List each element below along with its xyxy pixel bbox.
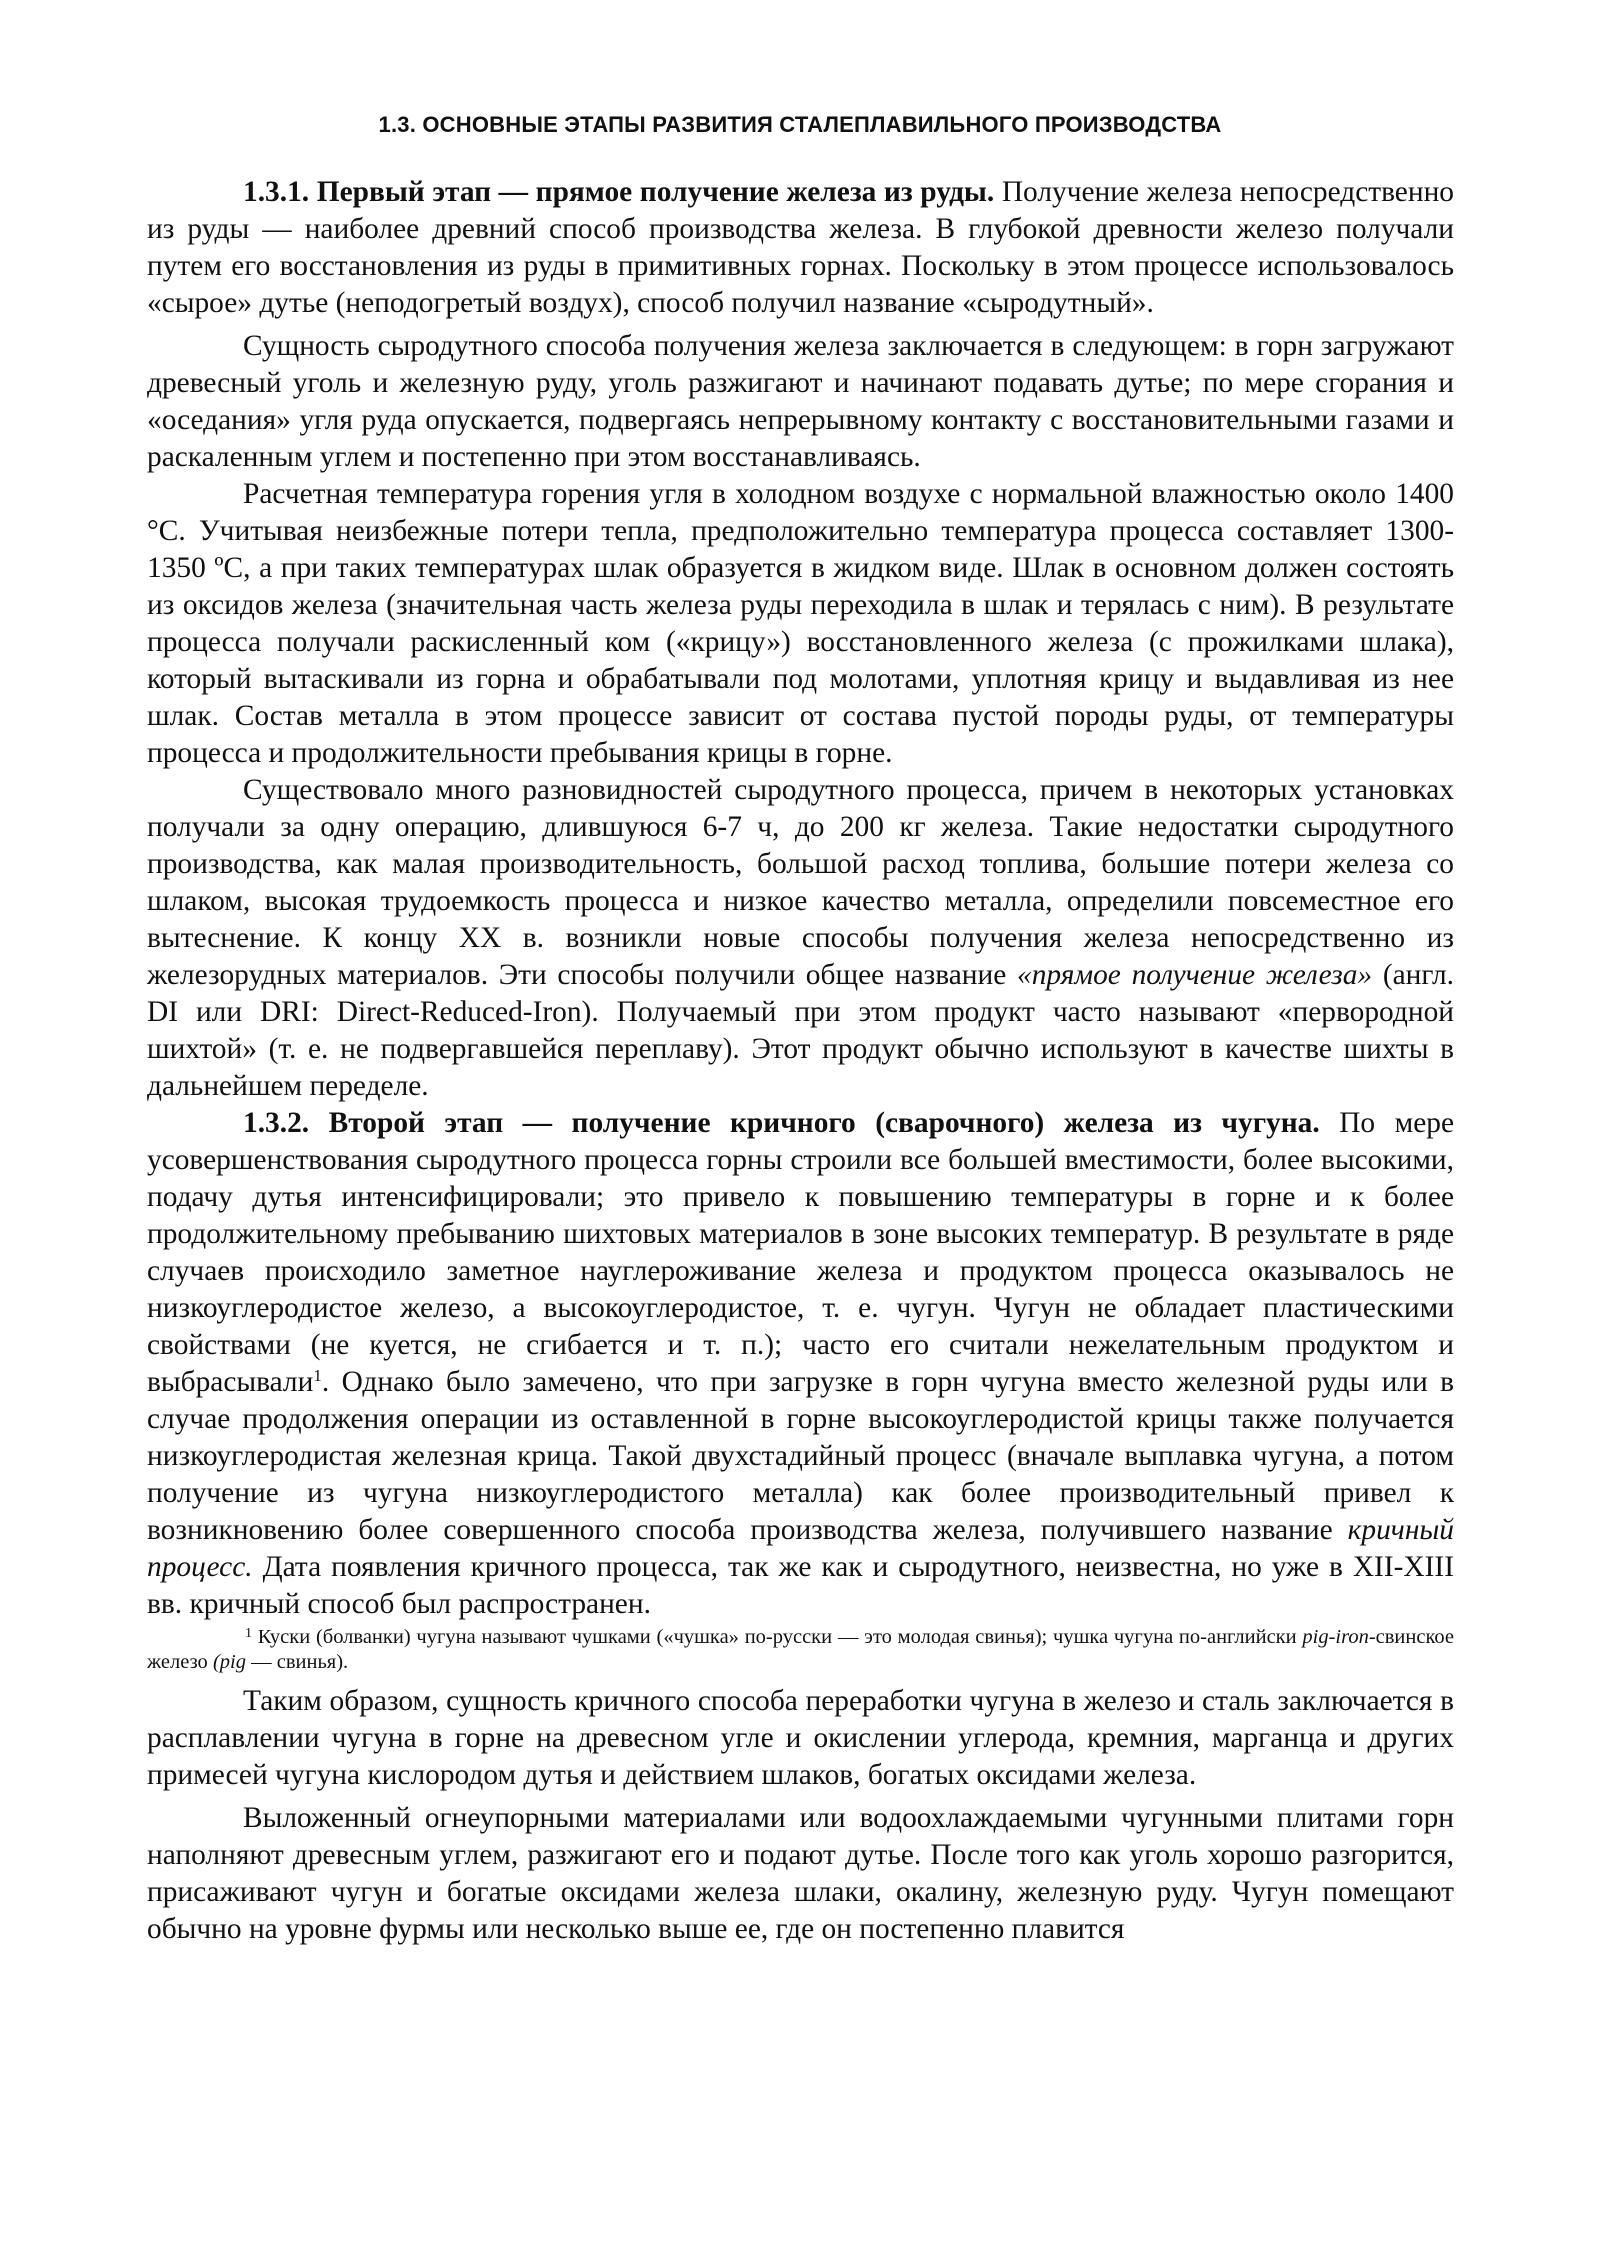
paragraph-7: Выложенный огнеупорными материалами или водоохлаждаемыми чугунными плитами горн наполняют древесным углем, разжигают его и подают дутье. После того как уголь хорошо разгорится, присаживают чугун и богатые оксидами железа шлаки, окалину, железную руду. Чугун помещают обычно на уровне фурмы или несколько выше ее, где он постепенно плавится [147, 1802, 1454, 1945]
footnote-italic: (pig [212, 1651, 246, 1673]
section-heading: 1.3. ОСНОВНЫЕ ЭТАПЫ РАЗВИТИЯ СТАЛЕПЛАВИЛЬНОГО ПРОИЗВОДСТВА [378, 112, 1222, 137]
paragraph-text: Существовало много разновидностей сыродутного процесса, причем в некоторых установках получали за одну операцию, длившуюся 6-7 ч, до 200 кг железа. Такие недостатки сыродутного производства, как малая производительность, большой расход топлива, большие потери железа со шлаком, высокая трудоемкость процесса и низкое качество металла, определили повсеместное его вытеснение. К концу XX в. возникли новые способы получения железа непосредственно из железорудных материалов. Эти способы получили общее название [147, 774, 1454, 991]
paragraph-2: Сущность сыродутного способа получения железа заключается в следующем: в горн загружают древесный уголь и железную руду, уголь разжигают и начинают подавать дутье; по мере сгорания и «оседания» угля руда опускается, подвергаясь непрерывному контакту с восстановительными газами и раскаленным углем и постепенно при этом восстанавливаясь. [147, 330, 1454, 473]
footnote-text: -свинское железо [147, 1626, 1454, 1673]
footnote-italic: pig-iron [1302, 1626, 1369, 1648]
paragraph-1-3-1-intro [147, 174, 1454, 322]
footnote [147, 1625, 1454, 1675]
body-text [147, 174, 1454, 1948]
paragraph-text: (англ. DI или DRI: Direct-Reduced-Iron). Получаемый при этом продукт часто называют «первородной шихтой» (т. е. не подвергавшейся переплаву). Этот продукт обычно используют в качестве шихты в дальнейшем переделе. [147, 959, 1454, 1102]
paragraph-3: Расчетная температура горения угля в холодном воздухе с нормальной влажностью около 1400 °С. Учитывая неизбежные потери тепла, предположительно температура процесса составляет 1300-1350 ºС, а при таких температурах шлак образуется в жидком виде. Шлак в основном должен состоять из оксидов железа (значительная часть железа руды переходила в шлак и терялась с ним). В результате процесса получали раскисленный ком («крицу») восстановленного железа (с прожилками шлака), который вытаскивали из горна и обрабатывали под молотами, уплотняя крицу и выдавливая из нее шлак. Состав металла в этом процессе зависит от состава пустой породы руды, от температуры процесса и продолжительности пребывания крицы в горне. [147, 478, 1454, 769]
italic-term: «прямое получение железа» [1017, 959, 1373, 991]
paragraph-6: Таким образом, сущность кричного способа переработки чугуна в железо и сталь заключается в расплавлении чугуна в горне на древесном угле и окислении углерода, кремния, марганца и других примесей чугуна кислородом дутья и действием шлаков, богатых оксидами железа. [147, 1685, 1454, 1791]
footnote-text: Куски (болванки) чугуна называют чушками («чушка» по-русски — это молодая свинья); чушка чугуна по-английски [252, 1626, 1303, 1648]
footnote-reference[interactable]: 1 [313, 1366, 322, 1385]
paragraph-1-3-2-intro [147, 1105, 1454, 1623]
paragraph-text: По мере усовершенствования сыродутного процесса горны строили все большей вместимости, более высокими, подачу дутья интенсифицировали; это привело к повышению температуры в горне и к более продолжительному пребыванию шихтовых материалов в зоне высоких температур. В результате в ряде случаев происходило заметное науглероживание железа и продуктом процесса оказывалось не низкоуглеродистое железо, а высокоуглеродистое, т. е. чугун. Чугун не обладает пластическими свойствами (не куется, не сгибается и т. п.); часто его считали нежелательным продуктом и выбрасывали [147, 1107, 1455, 1398]
subsection-title-1-3-2: 1.3.2. Второй этап — получение кричного (сварочного) железа из чугуна. [243, 1107, 1320, 1139]
subsection-title-1-3-1: 1.3.1. Первый этап — прямое получение железа из руды. [243, 176, 995, 208]
paragraph-text: . Однако было замечено, что при загрузке в горн чугуна вместо железной руды или в случае продолжения операции из оставленной в горне высокоуглеродистой крицы также получается низкоуглеродистая железная крица. Такой двухстадийный процесс (вначале выплавка чугуна, а потом получение из чугуна низкоуглеродистого металла) как более производительный привел к возникновению более совершенного способа производства железа, получившего название [147, 1366, 1454, 1546]
paragraph-text: Получение железа непосредственно из руды — наиболее древний способ производства железа. В глубокой древности железо получали путем его восстановления из руды в примитивных горнах. Поскольку в этом процессе использовалось «сырое» дутье (неподогретый воздух), способ получил название «сыродутный». [147, 176, 1454, 319]
paragraph-text: Дата появления кричного процесса, так же как и сыродутного, неизвестна, но уже в XII-XIII вв. кричный способ был распространен. [147, 1551, 1454, 1620]
footnote-text: — свинья). [245, 1651, 349, 1673]
paragraph-4 [147, 772, 1454, 1105]
italic-term: кричный процесс. [147, 1514, 1454, 1583]
footnote-mark: 1 [245, 1626, 252, 1641]
